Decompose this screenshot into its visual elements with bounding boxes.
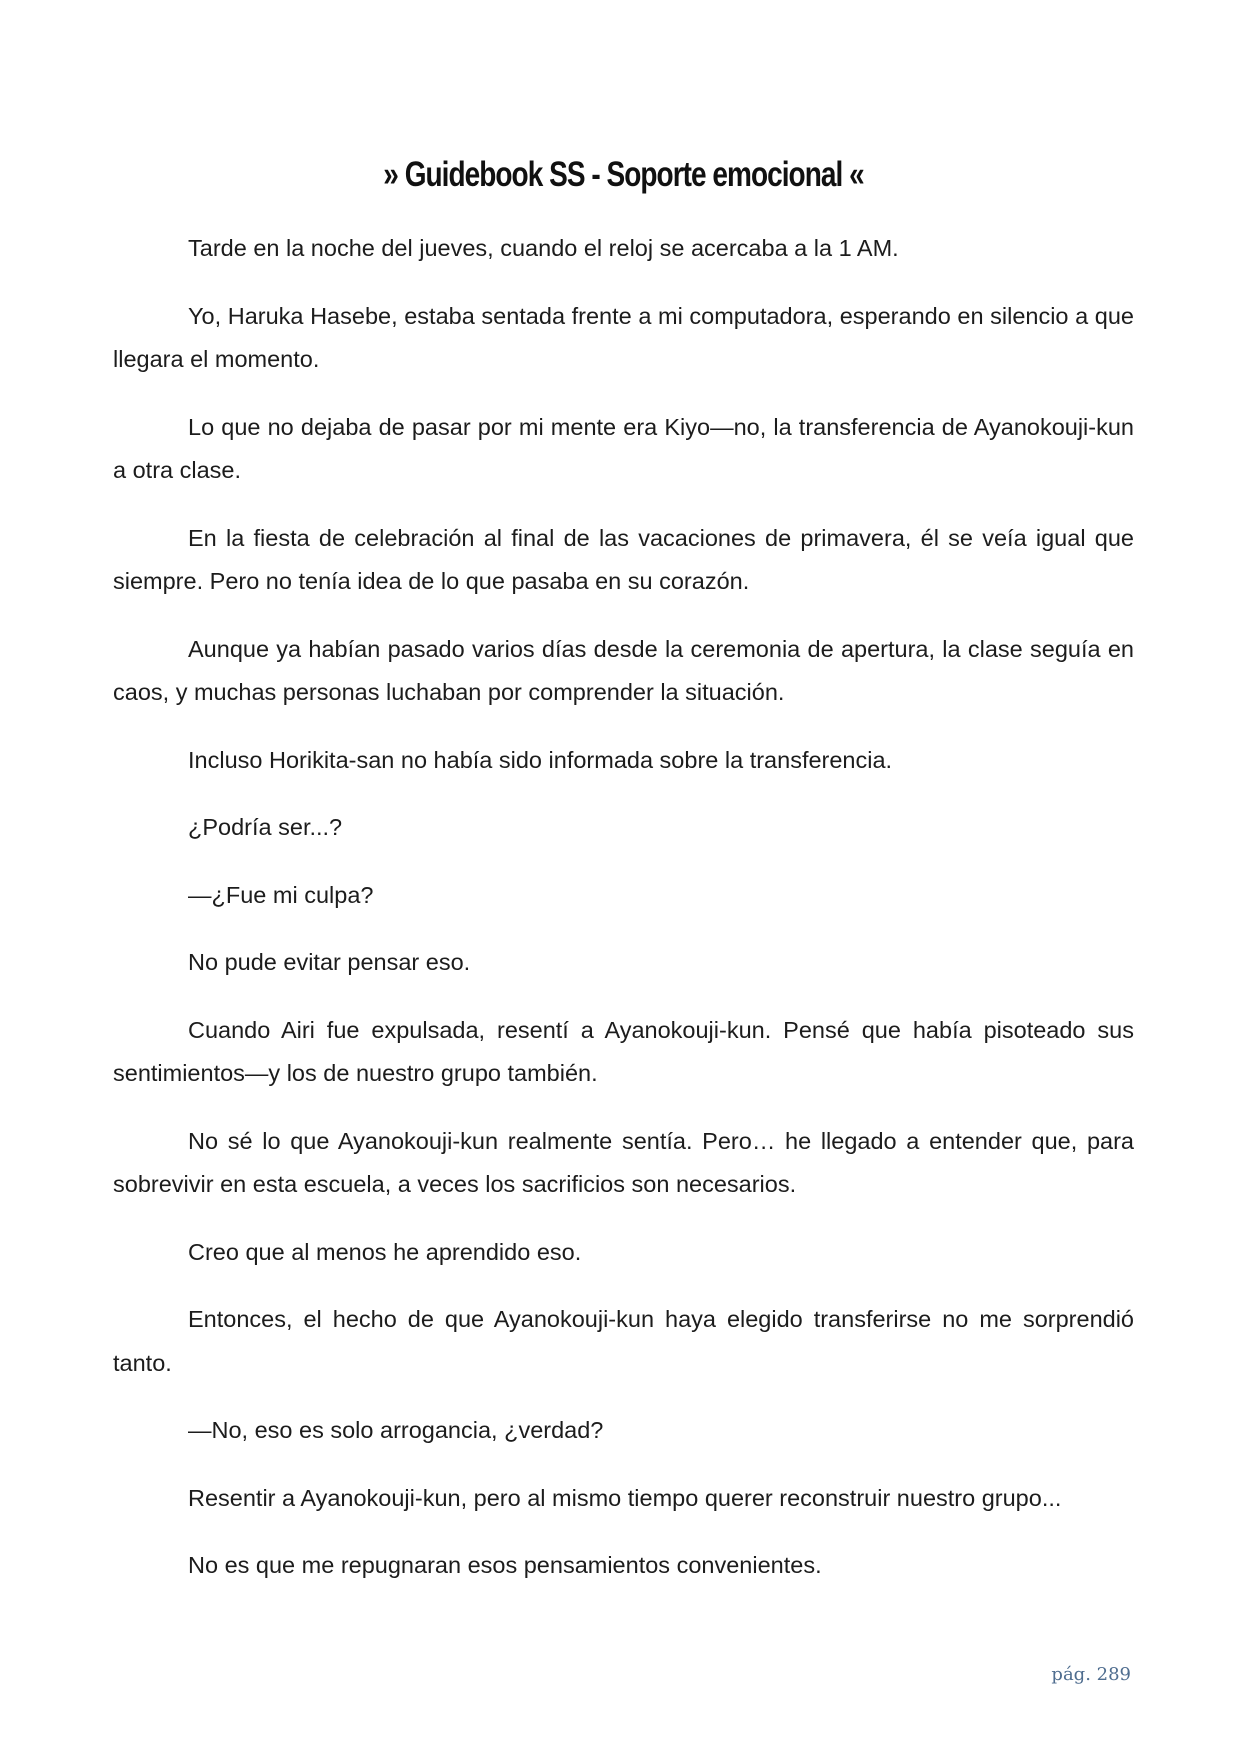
paragraph: Creo que al menos he aprendido eso. [188,1238,582,1265]
paragraph: No sé lo que Ayanokouji-kun realmente sentía. Pero… he llegado a entender que, para sobrevivir en esta escuela, a veces los sacrificios son necesarios. [113,1127,1134,1197]
paragraph: Aunque ya habían pasado varios días desde la ceremonia de apertura, la clase seguía en caos, y muchas personas luchaban por comprender la situación. [113,635,1134,705]
paragraph: Yo, Haruka Hasebe, estaba sentada frente a mi computadora, esperando en silencio a que llegara el momento. [113,302,1134,372]
paragraph: Tarde en la noche del jueves, cuando el reloj se acercaba a la 1 AM. [188,235,899,261]
paragraph: No es que me repugnaran esos pensamientos convenientes. [188,1552,822,1578]
paragraph: Incluso Horikita-san no había sido informada sobre la transferencia. [188,746,893,773]
page-number: pág. 289 [1051,1664,1131,1685]
chapter-title: » Guidebook SS - Soporte emocional « [383,155,864,194]
body-text [113,227,1134,1612]
paragraph: Cuando Airi fue expulsada, resentí a Ayanokouji-kun. Pensé que había pisoteado sus sentimientos—y los de nuestro grupo también. [113,1016,1134,1086]
paragraph: En la fiesta de celebración al final de las vacaciones de primavera, él se veía igual que siempre. Pero no tenía idea de lo que pasaba en su corazón. [113,524,1134,594]
paragraph: Entonces, el hecho de que Ayanokouji-kun haya elegido transferirse no me sorprendió tanto. [113,1306,1134,1376]
paragraph: —No, eso es solo arrogancia, ¿verdad? [188,1417,604,1443]
paragraph: ¿Podría ser...? [188,814,343,840]
paragraph: No pude evitar pensar eso. [188,949,471,975]
paragraph: —¿Fue mi culpa? [188,881,374,908]
paragraph: Lo que no dejaba de pasar por mi mente era Kiyo—no, la transferencia de Ayanokouji-kun a otra clase. [113,413,1134,483]
paragraph: Resentir a Ayanokouji-kun, pero al mismo tiempo querer reconstruir nuestro grupo... [188,1484,1062,1511]
